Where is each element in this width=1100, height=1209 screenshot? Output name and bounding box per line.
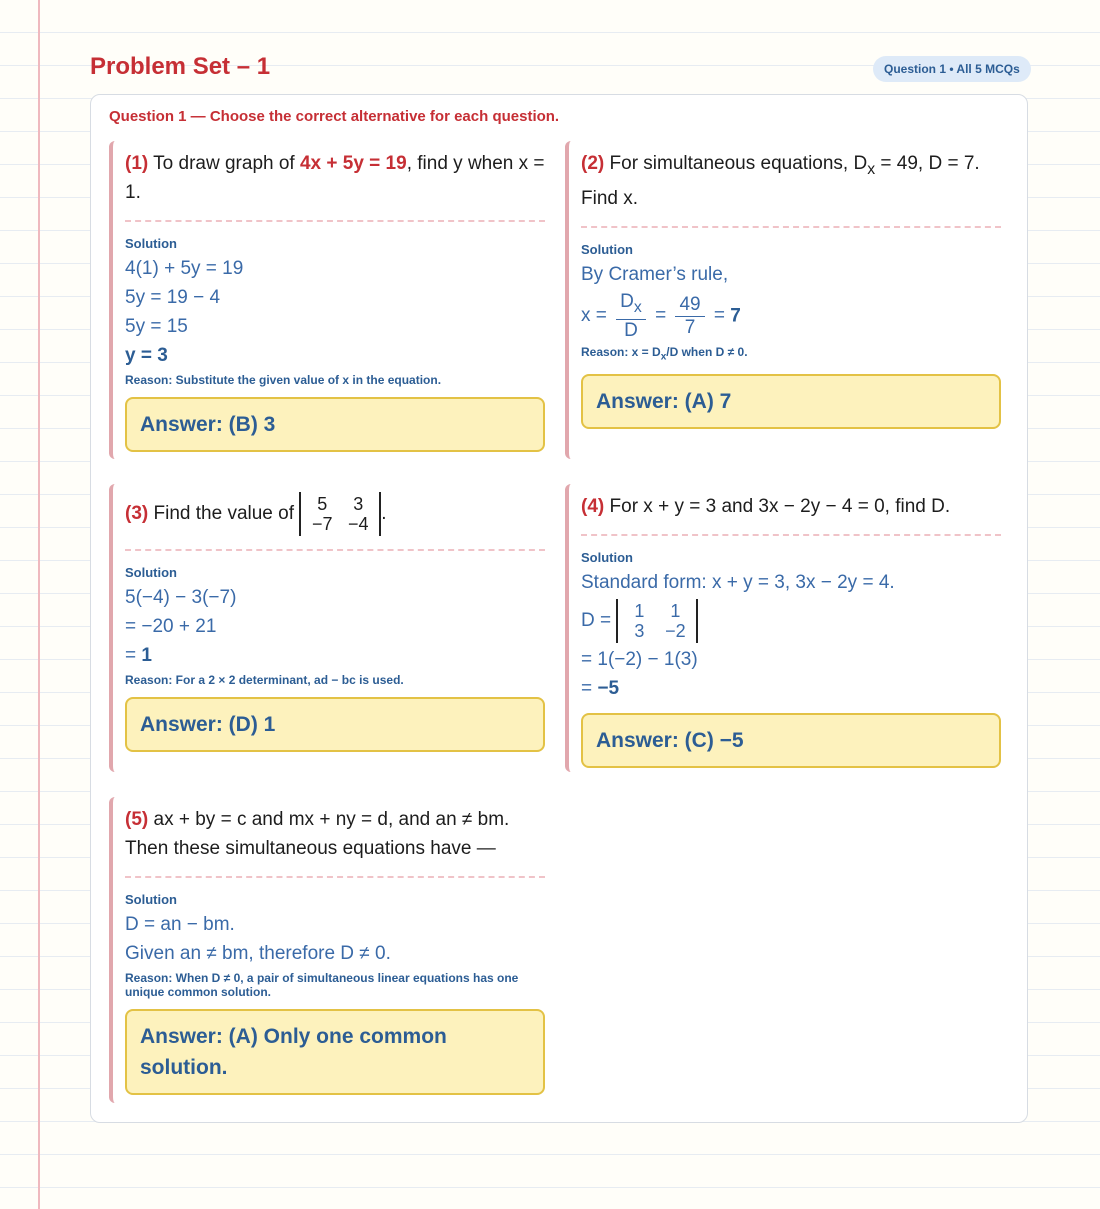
- reason-text-b: /D when D ≠ 0.: [666, 344, 748, 359]
- solution-step: Standard form: x + y = 3, 3x − 2y = 4.: [581, 572, 895, 593]
- question-card: [90, 94, 1028, 1123]
- divider: [125, 876, 545, 878]
- equals-sign: =: [581, 678, 593, 699]
- answer-box: Answer: (D) 1: [125, 697, 545, 752]
- cramer-formula: [581, 291, 1001, 342]
- solution-label: Solution: [125, 236, 177, 251]
- reason-text-a: Reason: x = D: [581, 344, 661, 359]
- determinant-cell: −7: [312, 514, 333, 534]
- question-badge: Question 1 • All 5 MCQs: [873, 56, 1031, 82]
- determinant-cell: −2: [665, 621, 686, 641]
- question-number: (4): [581, 496, 605, 517]
- determinant-cell: 5: [317, 494, 328, 514]
- determinant-line: [581, 599, 1001, 643]
- solution-label: Solution: [581, 241, 633, 257]
- question-1: [109, 141, 545, 459]
- determinant-row: [626, 621, 688, 641]
- solution-step: D = an − bm.: [125, 914, 235, 935]
- question-text: ax + by = c and mx + ny = d, and an ≠ bm. Then these simultaneous equations have —: [125, 809, 510, 859]
- question-text-a: For simultaneous equations, D: [609, 153, 868, 174]
- solution-step: 4(1) + 5y = 19: [125, 258, 244, 279]
- question-5: [109, 797, 545, 1103]
- fraction-numerator: 49: [675, 294, 704, 317]
- determinant-cell: −4: [348, 514, 369, 534]
- question-number: (5): [125, 809, 149, 830]
- answer-box: Answer: (C) −5: [581, 713, 1001, 768]
- x-equals: x =: [581, 305, 607, 327]
- determinant-cell: 1: [670, 601, 681, 621]
- solution-label: Solution: [125, 565, 177, 580]
- determinant-cell: 1: [634, 601, 645, 621]
- divider: [125, 220, 545, 222]
- question-text: For x + y = 3 and 3x − 2y − 4 = 0, find D.: [609, 496, 951, 517]
- determinant-row: [626, 601, 688, 621]
- determinant: [616, 599, 698, 643]
- equals-sign: =: [125, 645, 137, 666]
- solution-label: Solution: [125, 892, 177, 907]
- subscript: x: [867, 160, 876, 178]
- reason: Reason: For a 2 × 2 determinant, ad − bc is used.: [125, 673, 404, 687]
- equation-highlight: 4x + 5y = 19: [299, 153, 407, 174]
- question-4: [565, 484, 1001, 772]
- question-number: (2): [581, 153, 605, 174]
- solution-result: 7: [730, 305, 741, 327]
- question-text: [125, 492, 545, 536]
- fraction-49-over-7: [675, 294, 704, 339]
- divider: [581, 534, 1001, 536]
- solution-result: −5: [597, 678, 620, 699]
- solution-step: 5y = 15: [125, 316, 188, 337]
- fraction-numerator: [616, 291, 646, 320]
- answer-box: Answer: (A) Only one common solution.: [125, 1009, 545, 1095]
- question-2: [565, 141, 1001, 459]
- reason: Reason: When D ≠ 0, a pair of simultaneous linear equations has one unique common solution.: [125, 971, 519, 999]
- solution-step: 5y = 19 − 4: [125, 287, 221, 308]
- determinant-row: [309, 514, 371, 534]
- question-number: (1): [125, 153, 149, 174]
- question-number: (3): [125, 503, 149, 525]
- solution-step: 5(−4) − 3(−7): [125, 587, 237, 608]
- subscript: x: [633, 298, 642, 316]
- question-text-pre: To draw graph of: [153, 153, 295, 174]
- d-equals: D =: [581, 610, 612, 632]
- reason: Reason: Substitute the given value of x in the equation.: [125, 373, 442, 387]
- solution-result-line: [581, 674, 1001, 703]
- solution-result: 1: [141, 645, 152, 666]
- answer-box: Answer: (B) 3: [125, 397, 545, 452]
- question-text: [581, 149, 1001, 213]
- equals-sign: =: [713, 305, 726, 327]
- notebook-margin-line: [38, 0, 40, 1209]
- solution-result: y = 3: [125, 345, 168, 366]
- period: .: [381, 503, 387, 525]
- fraction-denominator: 7: [684, 316, 696, 338]
- solution-step: By Cramer’s rule,: [581, 263, 729, 285]
- question-text-b: = 49, D = 7. Find x.: [581, 153, 980, 209]
- determinant-cell: 3: [353, 494, 364, 514]
- question-text-post: , find y when x = 1.: [125, 153, 545, 203]
- page-title: Problem Set – 1: [90, 53, 271, 80]
- instruction: Question 1 — Choose the correct alternative for each question.: [109, 108, 560, 125]
- solution-step: = −20 + 21: [125, 616, 217, 637]
- solution-label: Solution: [581, 550, 633, 565]
- question-text: Find the value of: [153, 503, 294, 525]
- determinant: [299, 492, 381, 536]
- question-3: [109, 484, 545, 772]
- solution-result-line: [125, 641, 545, 670]
- determinant-cell: 3: [634, 621, 645, 641]
- divider: [125, 549, 545, 551]
- answer-box: Answer: (A) 7: [581, 374, 1001, 429]
- fraction-dx-over-d: [616, 291, 646, 342]
- divider: [581, 226, 1001, 228]
- solution-step: Given an ≠ bm, therefore D ≠ 0.: [125, 943, 391, 964]
- reason: [581, 345, 1001, 364]
- question-text: [581, 492, 1001, 521]
- equals-sign: =: [655, 305, 667, 327]
- numerator-text: D: [620, 290, 634, 312]
- subscript: x: [660, 350, 667, 362]
- fraction-denominator: D: [624, 319, 638, 341]
- solution-step: = 1(−2) − 1(3): [581, 649, 698, 670]
- determinant-row: [309, 494, 371, 514]
- question-text: [125, 149, 545, 207]
- question-text: [125, 805, 545, 863]
